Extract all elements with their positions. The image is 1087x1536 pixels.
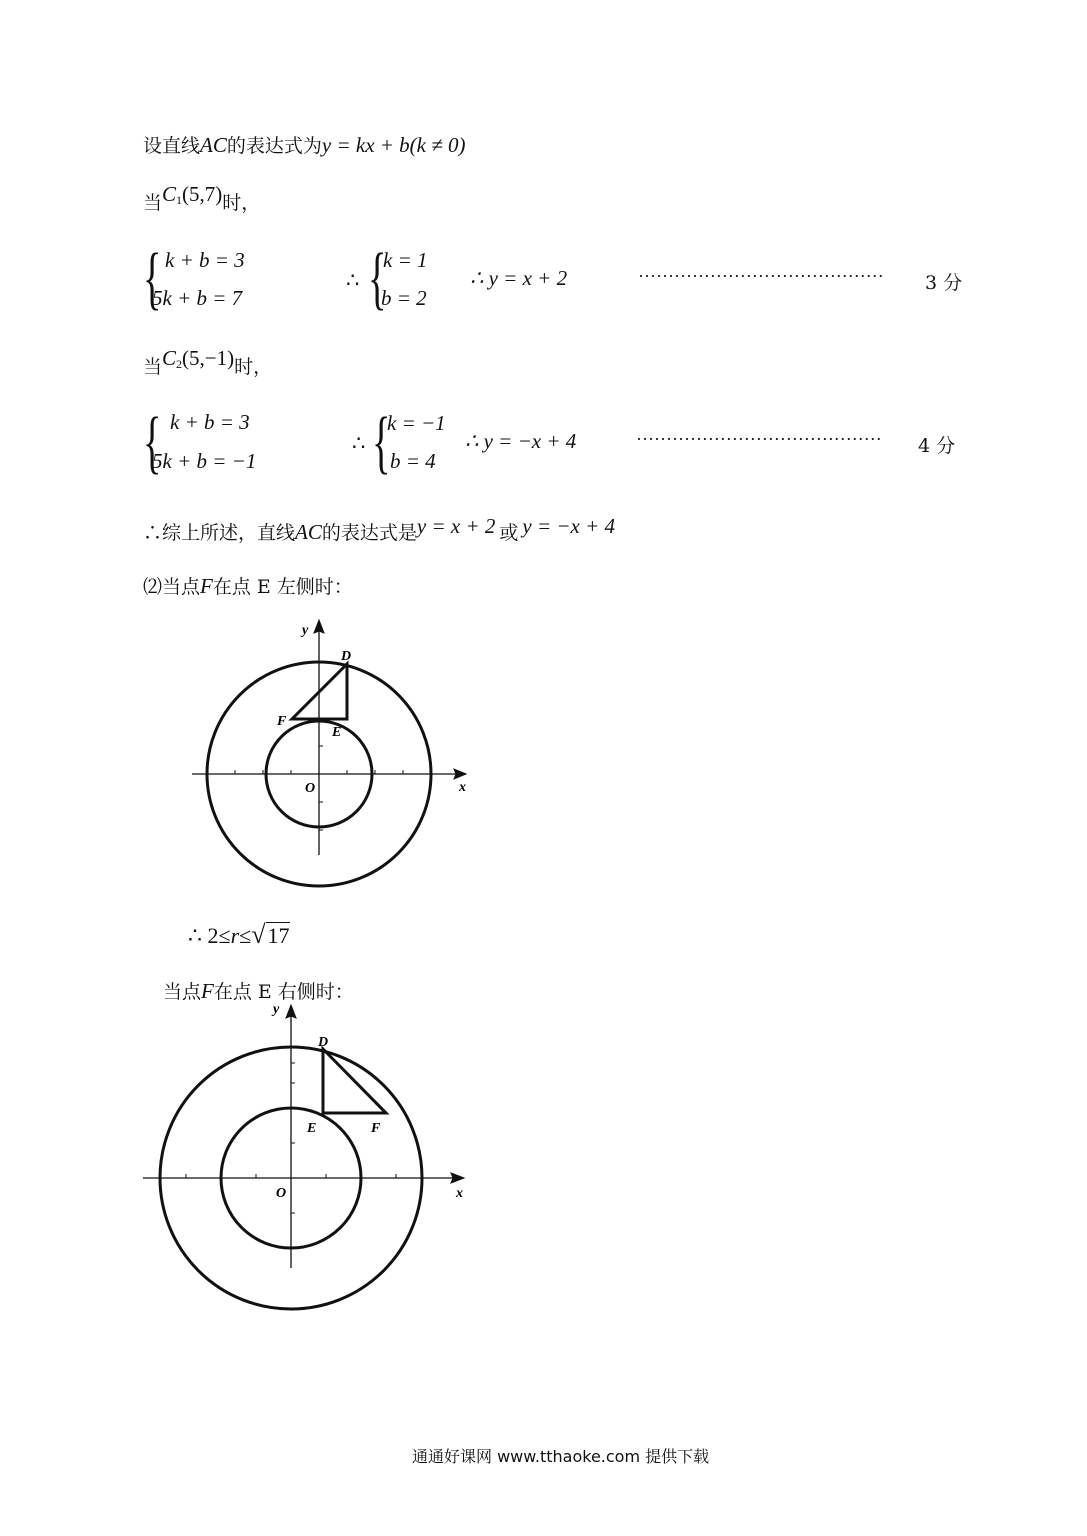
y-label: y: [302, 623, 309, 638]
y-arrow-icon: [314, 620, 324, 633]
score-4: 4 分: [918, 435, 956, 457]
system2-sol1: k = −1: [387, 411, 446, 435]
part2-heading: [143, 572, 353, 599]
range-line: [188, 920, 290, 950]
x-arrow-icon: [451, 1173, 464, 1183]
y-label: y: [273, 1002, 280, 1017]
text: 在点 E 右侧时：: [213, 981, 354, 1003]
x-arrow-icon: [454, 769, 466, 779]
left-brace: {: [368, 240, 387, 317]
system2-eq2: 5k + b = −1: [152, 449, 257, 473]
point-e-label: E: [307, 1121, 317, 1136]
figure-right-case: [140, 995, 480, 1315]
origin-label: O: [305, 781, 316, 796]
sqrt-icon: √: [251, 920, 266, 949]
y-arrow-icon: [286, 1005, 296, 1018]
text: 时，: [234, 356, 273, 378]
point-f: F: [200, 574, 213, 598]
x-label: x: [456, 1186, 463, 1201]
text: 的表达式是: [321, 522, 417, 544]
line-setup: [143, 131, 466, 158]
label-ac: AC: [200, 133, 227, 157]
point-f-label: F: [277, 714, 287, 729]
text: ∴ 2≤: [188, 923, 231, 948]
text: 当: [143, 192, 163, 214]
system2-eq1: k + b = 3: [170, 410, 250, 434]
point-c: C: [162, 182, 177, 206]
footer-text: 通通好课网 www.tthaoke.com 提供下载: [412, 1447, 710, 1466]
triangle-def: [323, 1049, 386, 1113]
coordinates: (5,−1): [182, 346, 235, 370]
label-ac: AC: [295, 520, 322, 544]
text: 当: [143, 356, 163, 378]
text: ⑵当点: [143, 576, 201, 598]
equation-general: y = kx + b(k ≠ 0): [321, 133, 466, 157]
text: 时，: [222, 192, 261, 214]
summary-eq1: y = x + 2: [416, 514, 496, 538]
left-brace: {: [143, 240, 162, 317]
system2-sol2: b = 4: [390, 449, 436, 473]
point-f-label: F: [371, 1121, 381, 1136]
left-brace: {: [372, 404, 391, 481]
x-label: x: [459, 780, 466, 795]
subscript: 1: [176, 193, 183, 207]
origin-label: O: [276, 1186, 287, 1201]
left-brace: {: [143, 404, 162, 481]
score-3: 3 分: [925, 272, 963, 294]
text: 在点 E 左侧时：: [212, 576, 353, 598]
line-case-c2: [143, 346, 273, 380]
system1-eq1: k + b = 3: [165, 248, 245, 272]
system1-sol2: b = 2: [381, 286, 427, 310]
system1-eq2: 5k + b = 7: [152, 286, 243, 310]
point-e-label: E: [332, 725, 342, 740]
radicand: 17: [267, 923, 290, 948]
therefore-symbol: ∴: [352, 431, 366, 455]
system1-result: ∴ y = x + 2: [470, 266, 568, 290]
summary-eq2: y = −x + 4: [522, 514, 616, 538]
coordinates: (5,7): [182, 182, 223, 206]
figure-left-case: [190, 615, 480, 895]
text: 设直线: [143, 135, 201, 157]
dotted-leader: ·········································: [638, 266, 884, 286]
subscript: 2: [176, 357, 183, 371]
dotted-leader: ·········································: [636, 429, 882, 449]
point-d-label: D: [318, 1035, 329, 1050]
text: 或: [499, 522, 519, 544]
system1-sol1: k = 1: [383, 248, 428, 272]
text: 的表达式为: [226, 135, 322, 157]
system2-result: ∴ y = −x + 4: [465, 429, 577, 453]
var-r: r: [230, 923, 240, 948]
point-d-label: D: [341, 649, 352, 664]
point-c: C: [162, 346, 177, 370]
text: ∴综上所述，直线: [143, 522, 296, 544]
therefore-symbol: ∴: [346, 268, 360, 292]
point-f: F: [201, 979, 214, 1003]
summary-line: [143, 514, 616, 545]
line-case-c1: [143, 182, 261, 216]
text: ≤: [239, 923, 252, 948]
text: 当点: [163, 981, 202, 1003]
